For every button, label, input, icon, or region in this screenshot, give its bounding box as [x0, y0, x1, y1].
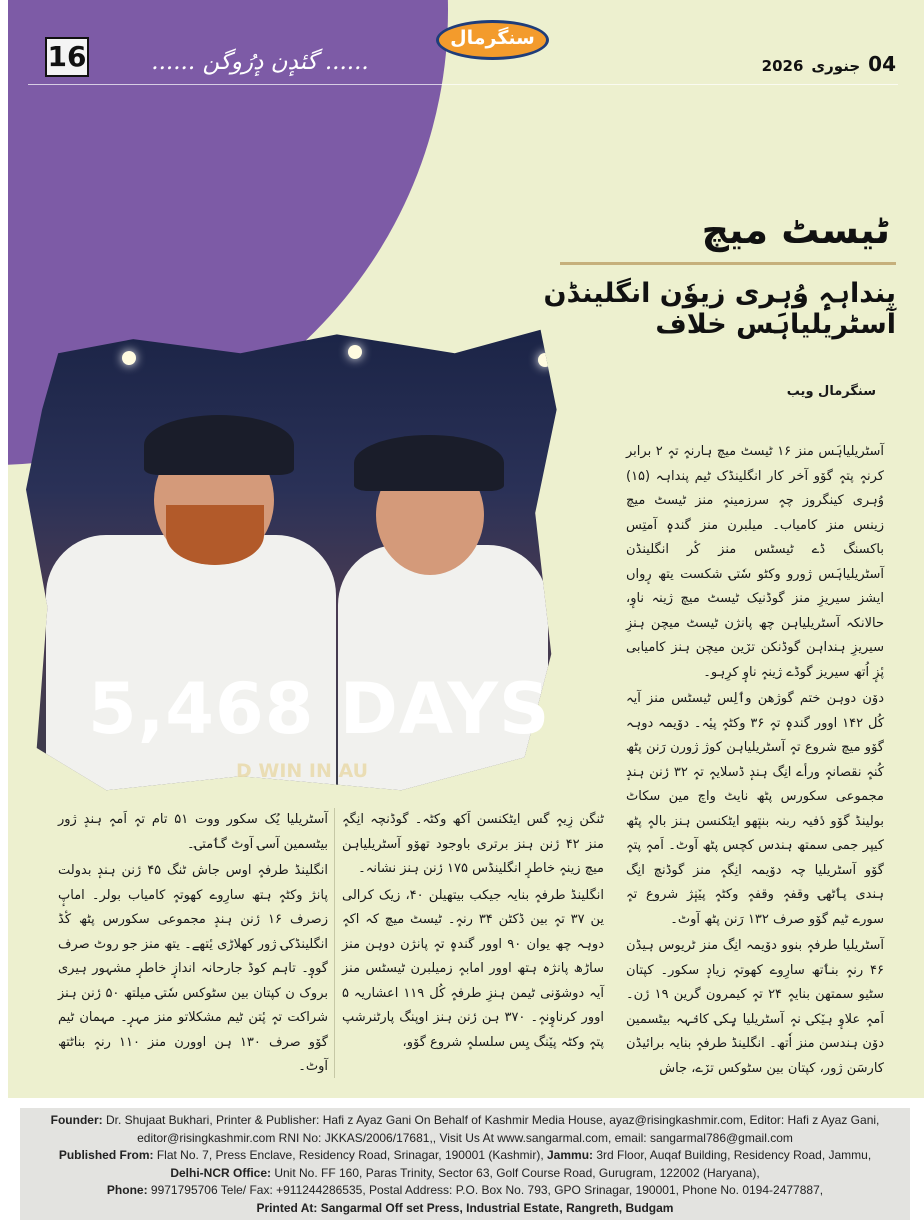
date-day: 04 [868, 52, 896, 76]
headline: ٹیسٹ میچ [701, 208, 890, 252]
subheadline: پنداہہٕ وُہری زیوٗن انگلینڈن آسٹریلیاہَس خلاف [543, 278, 896, 340]
column-rule [334, 808, 335, 1078]
logo-text: سنگرمال [450, 27, 535, 49]
paragraph: دوٚن دوہن ختم گوژھن وٲلِس ٹیسٹس منز آیہ کُل ۱۴۲ اوور گندہٕ تہٕ ۳۶ وکٹہٕ پیٔہ۔ دوٚیمہ دوہہ گوٚو میچ شروع تہٕ آسٹریلیاہن کوژ ژورن رَنن پٹھ کُنہٕ نقصانہٕ ورأے انِگ ہندٕ ڈسلایہٕ تہٕ ۳۲ رٔنن ہندٕ مجموعی سکورس پٹھ نایٹ واچ مین سکاٹ بولینڈ گوٚو دٔفیہ ربنہ بنتٕھو ایٹکنسن ہنز بالہٕ پٹھ کیپر جمی سمتھ ہندس کچس پٹھ آوٹ۔ اَمہٕ پتہٕ گوٚو آسٹریلیا چہ دوٚیمہ انِگہٕ منز گوڈنچ انِگ ہندی پٲٹھۍ وقفہٕ وقفہٕ وکٹہٕ پیٚنٕژ شروع تہٕ سورے ٹیم گوٚو صرف ۱۳۲ رَنن پٹھ آوٹ۔ [626, 691, 885, 927]
date-year: 2026 [761, 57, 804, 75]
footer-line-contact: editor@risingkashmir.com RNI No: JKKAS/2006/17681,, Visit Us At www.sangarmal.com, email: sangarmal786@gmail.com [137, 1130, 793, 1145]
paragraph: آسٹریلیا طرفہٕ بنوو دوٚیمہ انِگ منز ٹریوس ہیڈن ۴۶ رنہٕ بنٲتھ سارِوے کھوتہٕ زیادٕ سکور۔ کپتان سٹیو سمتھن بنایہٕ ۲۴ تہٕ کیمرون گرین ۱۹ رٔن۔ اَمہٕ علاوٕ ہیٚکۍ نہٕ آسٹریلیا ہٕکۍ کانٛہہ بیٹسمین دوٚن ہندسن منز اٗتھ۔ انگلینڈ طرفہٕ بنایہ برائیڈن کارسَن ژور، کپتان بین سٹوکس ترٚے، جاش [626, 938, 884, 1076]
paragraph: آسٹریلیا یُک سکور ووت ۵۱ تام تہٕ اَمہٕ ہندٕ ژور بیٹسمین آسۍ آوٹ گٲمتۍ۔ [58, 812, 328, 852]
paragraph: ٹنگن زِیہٕ گس ایٹکنسن اَکھ وکٹہ۔ گوڈنچہ انِگہٕ منز ۴۲ رٔنن ہنز برتری باوجود تھوٚو آسٹریلیاہن میچ زینہٕ خاطرٕ انگلینڈس ۱۷۵ رٔنن ہنز نشانہ۔ [342, 812, 604, 876]
article-column-middle [342, 808, 604, 1088]
footer-line-delhi: Delhi-NCR Office: Unit No. FF 160, Paras Trinity, Sector 63, Golf Course Road, Gurugram, 122002 (Haryana), [170, 1165, 760, 1180]
image-stat-text: 5,468 DAYS [88, 668, 551, 750]
stadium-light [122, 351, 136, 365]
image-caption-faded: D WIN IN AU [236, 760, 369, 782]
footer-line-founder: Founder: Dr. Shujaat Bukhari, Printer & Publisher: Hafi z Ayaz Gani On Behalf of Kashmir Media House, ayaz@risingkashmir.com, Editor: Hafi z Ayaz Gani, [50, 1113, 880, 1127]
headline-underline [560, 262, 896, 265]
newspaper-logo[interactable] [436, 20, 549, 60]
paragraph: انگلینڈ طرفہٕ اوس جاش ٹنگ ۴۵ رٔنن ہندٕ بدولت پانژ وکٹہٕ ہتھ سارِوے کھوتہٕ کامیاب بولر۔ اماپٕ زصرف ۱۶ رٔنن ہندٕ مجموعی سکورس پٹھ کٔڈ انگلینڈکۍ ژور کھلاڑی یٔتھے۔ یتھ منز جو روٹ صرف گووٕ۔ تاہم کوڈ جارحانہ اندازٕ خاطرٕ مشہور ہیری بروک ن کپتان بین سٹوکس سٗتۍ میلتھ ۵۰ رٔنن ہنز شراکت تہٕ پٔتن ٹیم مشکلاتو منز مہرٕ۔ مہمان ٹیم گوٚو صرف ۱۳۰ ہن اوورن منز ۱۱۰ رنہٕ بناٹتھ آوٹ۔ [58, 863, 328, 1074]
paragraph: آسٹریلیاہَس منز ۱۶ ٹیسٹ میچ ہارنہٕ تہٕ ۲ برابر کرنہٕ پتہٕ گوٚو آخر کار انگلینڈک ٹیم پنداہہ (۱۵) وُہری کینگروز چہٕ سرزمینہٕ منز ٹیسٹ میچ زینس منز کامیاب۔ میلبرن منز گندہٕ آمتِس باکسنگ ڈے ٹیسٹس منز کٔر انگلینڈن آسٹریلیاہَس ژورو وکٹو سٗتۍ شکست یتھ رٕواں ایشز سیریزِ منز گوڈنیک ٹیسٹ میچ ژینہ ناوٕ، حالانکہ آسٹریلیاہن چھ پانژن ٹیسٹ میچن ہنزِ سیریزِ ہنداہن گوڈنکن ترٚین میچن ہنز کامیابی پٔزٕ اُتھ سیریز گوڈے ژینہٕ ناوٕ کرِہو۔ [626, 444, 884, 680]
paragraph: انگلینڈ طرفہٕ بنایہ جیکب بیتھیلن ۴۰، زیک کرالی ین ۳۷ تہٕ بین ڈکٹن ۳۴ رنہٕ۔ ٹیسٹ میچ کہ اکہٕ دوہہ چھ یوان ۹۰ اوور گندہٕ تہٕ پانژن دوہن منز ساڑھ پانژہ ہتھ اوور امابہٕ زمیلبرن ٹیسٹس منز آیہ دوشوٚنی ٹیمن ہنزِ طرفہٕ کُل ۱۱۹ اعشاریہ ۵ اوور کرناوٕنہٕ۔ ۳۷۰ ہن رٔنن ہنز اوپنگ پارٹنرشپ پتہٕ وکٹہ پیٚنگ یِس سلسلہٕ شروع گوٚو، [342, 887, 605, 1050]
byline: سنگرمال ویب [786, 384, 876, 399]
date-month: جنوری [811, 57, 861, 75]
article-column-right [626, 440, 884, 1090]
stadium-light [348, 345, 362, 359]
header-divider [28, 84, 898, 85]
page-number: 16 [45, 37, 89, 77]
issue-date [762, 52, 896, 76]
section-title: ...... گئدٕن دٕرُوگن ...... [151, 49, 369, 75]
footer-line-published: Published From: Flat No. 7, Press Enclave, Residency Road, Srinagar, 190001 (Kashmir), Jammu: 3rd Floor, Auqaf Building, Residency Road, Jammu, [58, 1148, 872, 1162]
footer-line-printed: Printed At: Sangarmal Off set Press, Industrial Estate, Rangreth, Budgam [256, 1200, 674, 1215]
imprint-footer [20, 1108, 910, 1220]
footer-line-phone: Phone: 9971795706 Tele/ Fax: +911244286535, Postal Address: P.O. Box No. 793, GPO Srinagar, 190001, Phone No. 0194-2477887, [106, 1183, 824, 1197]
article-column-left [58, 808, 328, 1088]
